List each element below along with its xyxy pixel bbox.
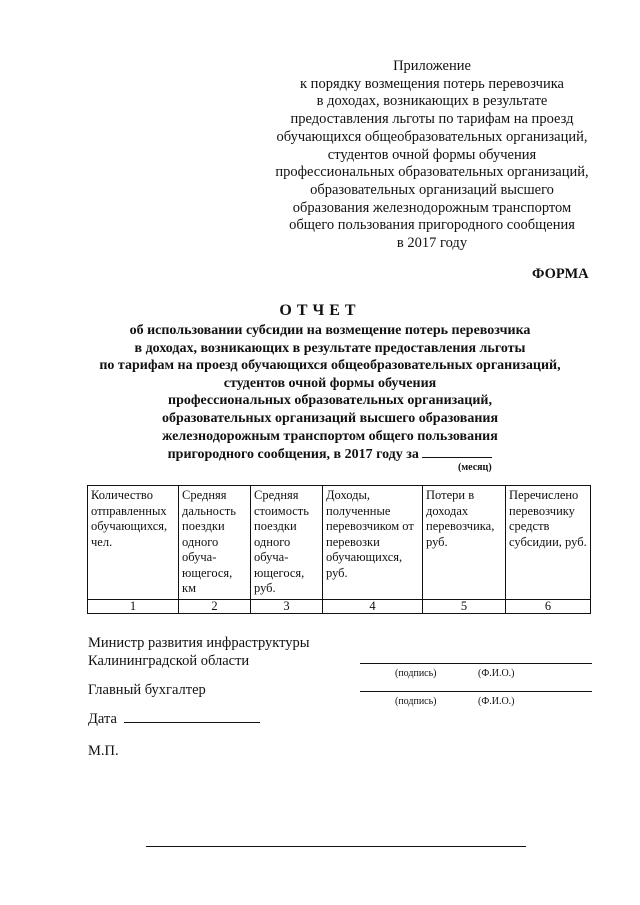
- column-header: Доходы, полученные перевозчиком от перевозки обучающихся, руб.: [323, 486, 423, 600]
- report-title: ОТЧЕТ: [279, 302, 361, 319]
- subtitle-last-line: [60, 445, 600, 464]
- column-header: Потери в доходах перевозчика, руб.: [423, 486, 506, 600]
- appendix-line: образования железнодорожным транспортом: [292, 199, 572, 216]
- minister-signature-line[interactable]: [360, 663, 592, 664]
- minister-line: Калининградской области: [88, 653, 250, 669]
- appendix-line: общего пользования пригородного сообщения: [289, 217, 575, 234]
- subtitle-line: пригородного сообщения, в 2017 году за: [167, 447, 419, 463]
- appendix-block: [262, 58, 602, 253]
- accountant-title: Главный бухгалтер: [88, 682, 206, 698]
- report-table: [87, 485, 591, 614]
- column-number: 3: [251, 599, 323, 613]
- fio-hint: (Ф.И.О.): [478, 668, 515, 679]
- appendix-line: в доходах, возникающих в результате: [316, 93, 548, 110]
- fio-hint: (Ф.И.О.): [478, 696, 515, 707]
- subtitle-line: в доходах, возникающих в результате предоставления льготы: [134, 340, 526, 356]
- column-number: 5: [423, 599, 506, 613]
- subtitle-line: студентов очной формы обучения: [223, 375, 437, 391]
- column-header: Средняя стоимость поездки одного обуча-ющегося, руб.: [251, 486, 323, 600]
- column-number: 4: [323, 599, 423, 613]
- appendix-line: профессиональных образовательных организаций,: [275, 164, 589, 181]
- appendix-line: предоставления льготы по тарифам на проезд: [290, 111, 574, 128]
- form-label: ФОРМА: [532, 266, 589, 282]
- appendix-line: к порядку возмещения потерь перевозчика: [300, 75, 564, 92]
- column-number: 6: [506, 599, 591, 613]
- month-hint: (месяц): [458, 462, 492, 473]
- minister-line: Министр развития инфраструктуры: [88, 635, 310, 651]
- appendix-line: студентов очной формы обучения: [327, 146, 537, 163]
- subtitle-line: железнодорожным транспортом общего пользования: [162, 428, 498, 444]
- table-row: [88, 599, 591, 613]
- accountant-signature-line[interactable]: [360, 691, 592, 692]
- appendix-line: в 2017 году: [396, 235, 468, 252]
- report-subtitle: [60, 322, 600, 464]
- bottom-divider: [146, 846, 526, 847]
- subtitle-line: образовательных организаций высшего образования: [161, 410, 499, 426]
- subtitle-line: по тарифам на проезд обучающихся общеобразовательных организаций,: [99, 358, 561, 374]
- date-label: Дата: [88, 711, 117, 727]
- column-header: Количество отправленных обучающихся, чел.: [88, 486, 179, 600]
- appendix-line: обучающихся общеобразовательных организаций,: [276, 128, 588, 145]
- column-header: Средняя дальность поездки одного обуча-ющегося, км: [179, 486, 251, 600]
- minister-title: [88, 634, 310, 670]
- table-header-row: [88, 486, 591, 600]
- column-number: 1: [88, 599, 179, 613]
- subtitle-line: об использовании субсидии на возмещение потерь перевозчика: [129, 323, 531, 338]
- stamp-label: М.П.: [88, 743, 119, 759]
- column-header: Перечислено перевозчику средств субсидии, руб.: [506, 486, 591, 600]
- month-field[interactable]: [422, 445, 492, 458]
- appendix-line: Приложение: [393, 58, 471, 74]
- signature-hint: (подпись): [395, 696, 437, 707]
- date-field[interactable]: [124, 722, 260, 723]
- signature-hint: (подпись): [395, 668, 437, 679]
- subtitle-line: профессиональных образовательных организаций,: [168, 393, 492, 409]
- appendix-line: образовательных организаций высшего: [310, 181, 554, 198]
- column-number: 2: [179, 599, 251, 613]
